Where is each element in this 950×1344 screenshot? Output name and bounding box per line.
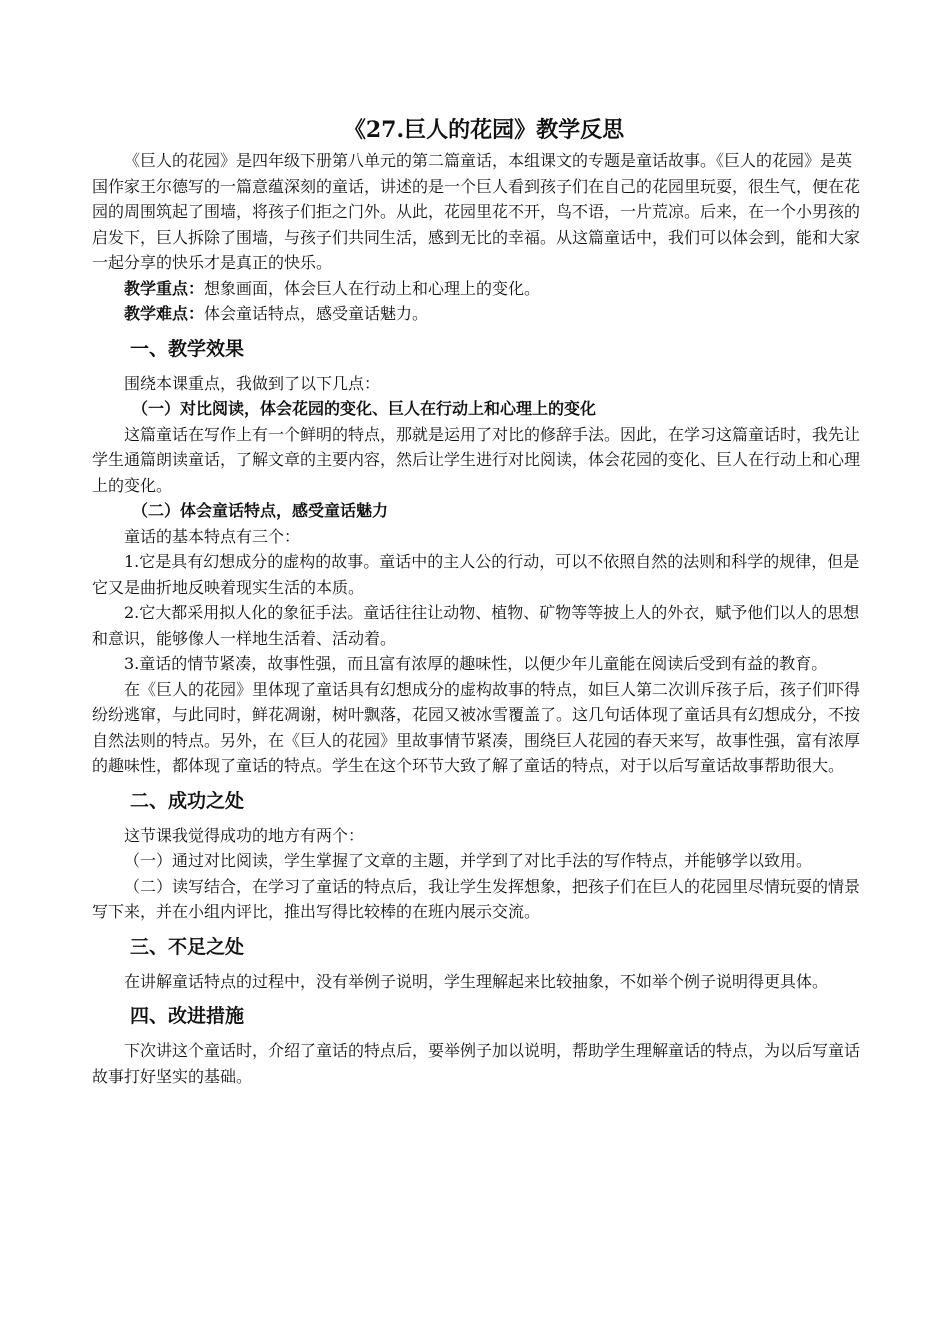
paragraph: 在《巨人的花园》里体现了童话具有幻想成分的虚构故事的特点，如巨人第二次训斥孩子后，孩子们吓得纷纷逃窜，与此同时，鲜花凋谢，树叶飘落，花园又被冰雪覆盖了。这几句话体现了童话具有幻想成分，不按自然法则的特点。另外，在《巨人的花园》里故事情节紧凑，围绕巨人花园的春天来写，故事性强，富有浓厚的趣味性，都体现了童话的特点。学生在这个环节大致了解了童话的特点，对于以后写童话故事帮助很大。 bbox=[92, 679, 861, 775]
paragraph: 童话的基本特点有三个： bbox=[124, 526, 301, 546]
list-item: 2.它大都采用拟人化的象征手法。童话往往让动物、植物、矿物等等披上人的外衣，赋予他们以人的思想和意识，能够像人一样地生活着、活动着。 bbox=[92, 603, 860, 648]
section-lead: 这节课我觉得成功的地方有两个： bbox=[124, 825, 365, 845]
list-item: 3.童话的情节紧凑，故事性强，而且富有浓厚的趣味性，以便少年儿童能在阅读后受到有益的教育。 bbox=[124, 654, 828, 673]
intro-paragraph: 《巨人的花园》是四年级下册第八单元的第二篇童话，本组课文的专题是童话故事。《巨人的花园》是英国作家王尔德写的一篇意蕴深刻的童话，讲述的是一个巨人看到孩子们在自己的花园里玩耍，很生气，便在花园的周围筑起了围墙，将孩子们拒之门外。从此，花园里花不开，鸟不语，一片荒凉。后来，在一个小男孩的启发下，巨人拆除了围墙，与孩子们共同生活，感到无比的幸福。从这篇童话中，我们可以体会到，能和大家一起分享的快乐才是真正的快乐。 bbox=[92, 151, 861, 272]
paragraph: （一）通过对比阅读，学生掌握了文章的主题，并学到了对比手法的写作特点，并能够学以致用。 bbox=[124, 851, 813, 870]
paragraph: 这篇童话在写作上有一个鲜明的特点，那就是运用了对比的修辞手法。因此，在学习这篇童话时，我先让学生通篇朗读童话，了解文章的主要内容，然后让学生进行对比阅读，体会花园的变化、巨人在行动上和心理上的变化。 bbox=[92, 424, 861, 495]
section-lead: 围绕本课重点，我做到了以下几点： bbox=[124, 373, 381, 393]
difficulty-text: 体会童话特点，感受童话魅力。 bbox=[204, 304, 429, 323]
paragraph: （二）读写结合，在学习了童话的特点后，我让学生发挥想象，把孩子们在巨人的花园里尽情玩耍的情景写下来，并在小组内评比，推出写得比较棒的在班内展示交流。 bbox=[92, 876, 861, 921]
section-heading-shortcomings: 三、不足之处 bbox=[130, 935, 245, 958]
page-title: 《27.巨人的花园》教学反思 bbox=[343, 117, 625, 143]
document-body bbox=[92, 112, 860, 1089]
focus-label: 教学重点： bbox=[124, 278, 205, 298]
section-heading-effect: 一、教学效果 bbox=[130, 337, 245, 360]
list-item: 1.它是具有幻想成分的虚构的故事。童话中的主人公的行动，可以不依照自然的法则和科学的规律，但是它又是曲折地反映着现实生活的本质。 bbox=[92, 552, 860, 597]
teaching-difficulty bbox=[92, 301, 860, 327]
paragraph: 下次讲这个童话时，介绍了童话的特点后，要举例子加以说明，帮助学生理解童话的特点，为以后写童话故事打好坚实的基础。 bbox=[92, 1041, 861, 1086]
section-heading-success: 二、成功之处 bbox=[130, 789, 245, 812]
section-heading-improvement: 四、改进措施 bbox=[130, 1005, 245, 1027]
paragraph: 在讲解童话特点的过程中，没有举例子说明，学生理解起来比较抽象，不如举个例子说明得更具体。 bbox=[124, 971, 829, 991]
teaching-focus bbox=[92, 276, 860, 302]
difficulty-label: 教学难点： bbox=[124, 304, 205, 323]
subheading-fairy-tale-features: （二）体会童话特点，感受童话魅力 bbox=[132, 501, 389, 520]
focus-text: 想象画面，体会巨人在行动上和心理上的变化。 bbox=[204, 278, 541, 298]
subheading-contrast-reading: （一）对比阅读，体会花园的变化、巨人在行动上和心理上的变化 bbox=[132, 399, 597, 418]
